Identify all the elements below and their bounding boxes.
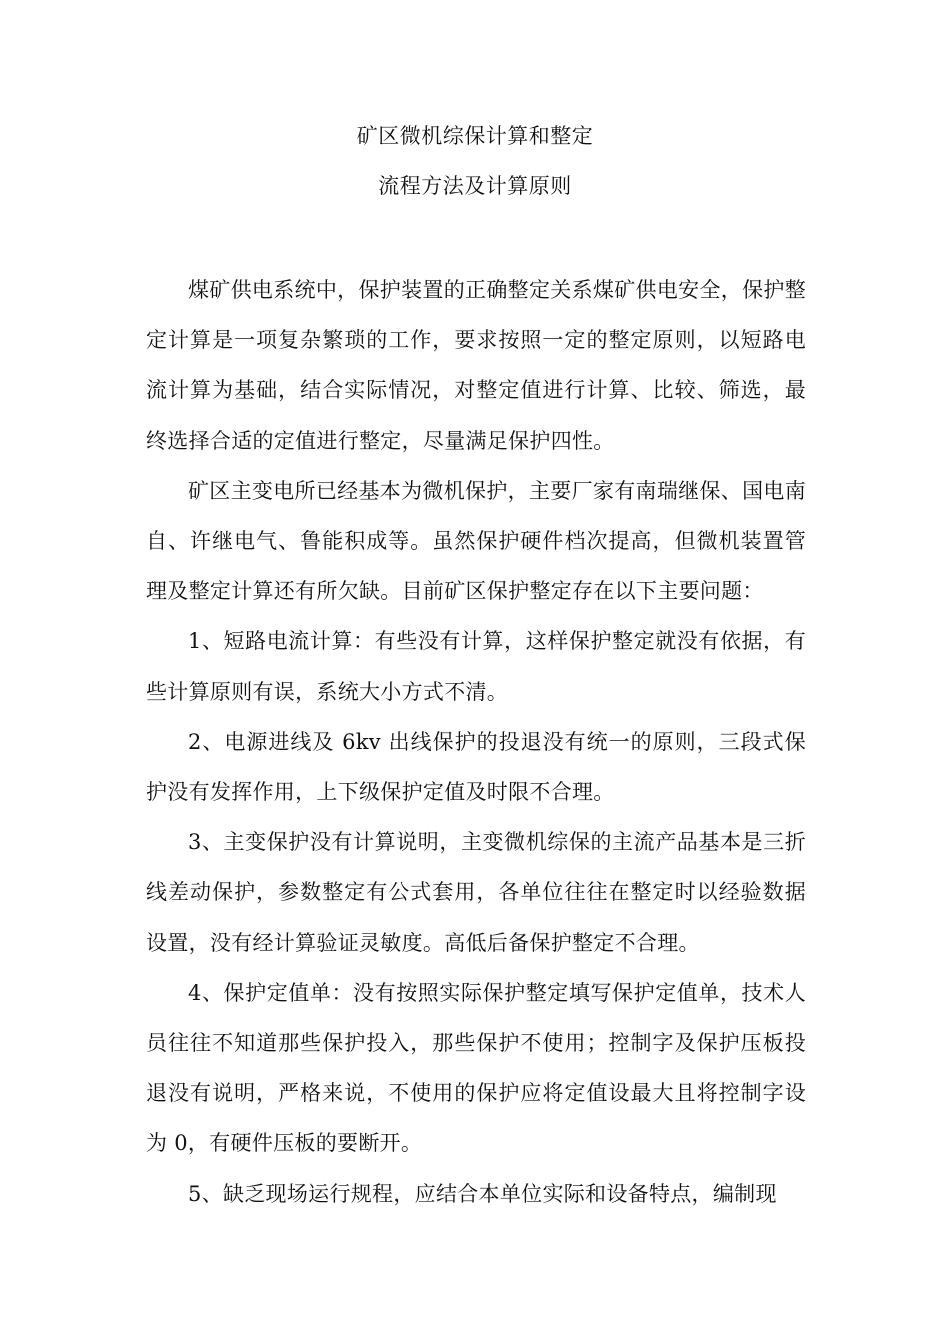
document-body: [146, 265, 806, 1219]
paragraph-issue-5: 5、缺乏现场运行规程，应结合本单位实际和设备特点，编制现: [188, 1181, 777, 1206]
paragraph-issue-2: 2、电源进线及 6kv 出线保护的投退没有统一的原则，三段式保护没有发挥作用，上下级保护定值及时限不合理。: [146, 729, 806, 805]
document-title-line-2: 流程方法及计算原则: [378, 174, 572, 198]
document-title-line-1: 矿区微机综保计算和整定: [356, 124, 594, 148]
paragraph-issue-3: 3、主变保护没有计算说明，主变微机综保的主流产品基本是三折线差动保护，参数整定有公式套用，各单位往往在整定时以经验数据设置，没有经计算验证灵敏度。高低后备保护整定不合理。: [146, 830, 806, 955]
paragraph-issue-4: 4、保护定值单：没有按照实际保护整定填写保护定值单，技术人员往往不知道那些保护投入，那些保护不使用；控制字及保护压板投退没有说明，严格来说，不使用的保护应将定值设最大且将控制字设为 0，有硬件压板的要断开。: [146, 980, 806, 1156]
paragraph-intro: 煤矿供电系统中，保护装置的正确整定关系煤矿供电安全，保护整定计算是一项复杂繁琐的工作，要求按照一定的整定原则，以短路电流计算为基础，结合实际情况，对整定值进行计算、比较、筛选，最终选择合适的定值进行整定，尽量满足保护四性。: [146, 278, 806, 453]
paragraph-issue-1: 1、短路电流计算：有些没有计算，这样保护整定就没有依据，有些计算原则有误，系统大小方式不清。: [146, 629, 806, 704]
paragraph-status: 矿区主变电所已经基本为微机保护，主要厂家有南瑞继保、国电南自、许继电气、鲁能积成等。虽然保护硬件档次提高，但微机装置管理及整定计算还有所欠缺。目前矿区保护整定存在以下主要问题：: [146, 478, 806, 604]
